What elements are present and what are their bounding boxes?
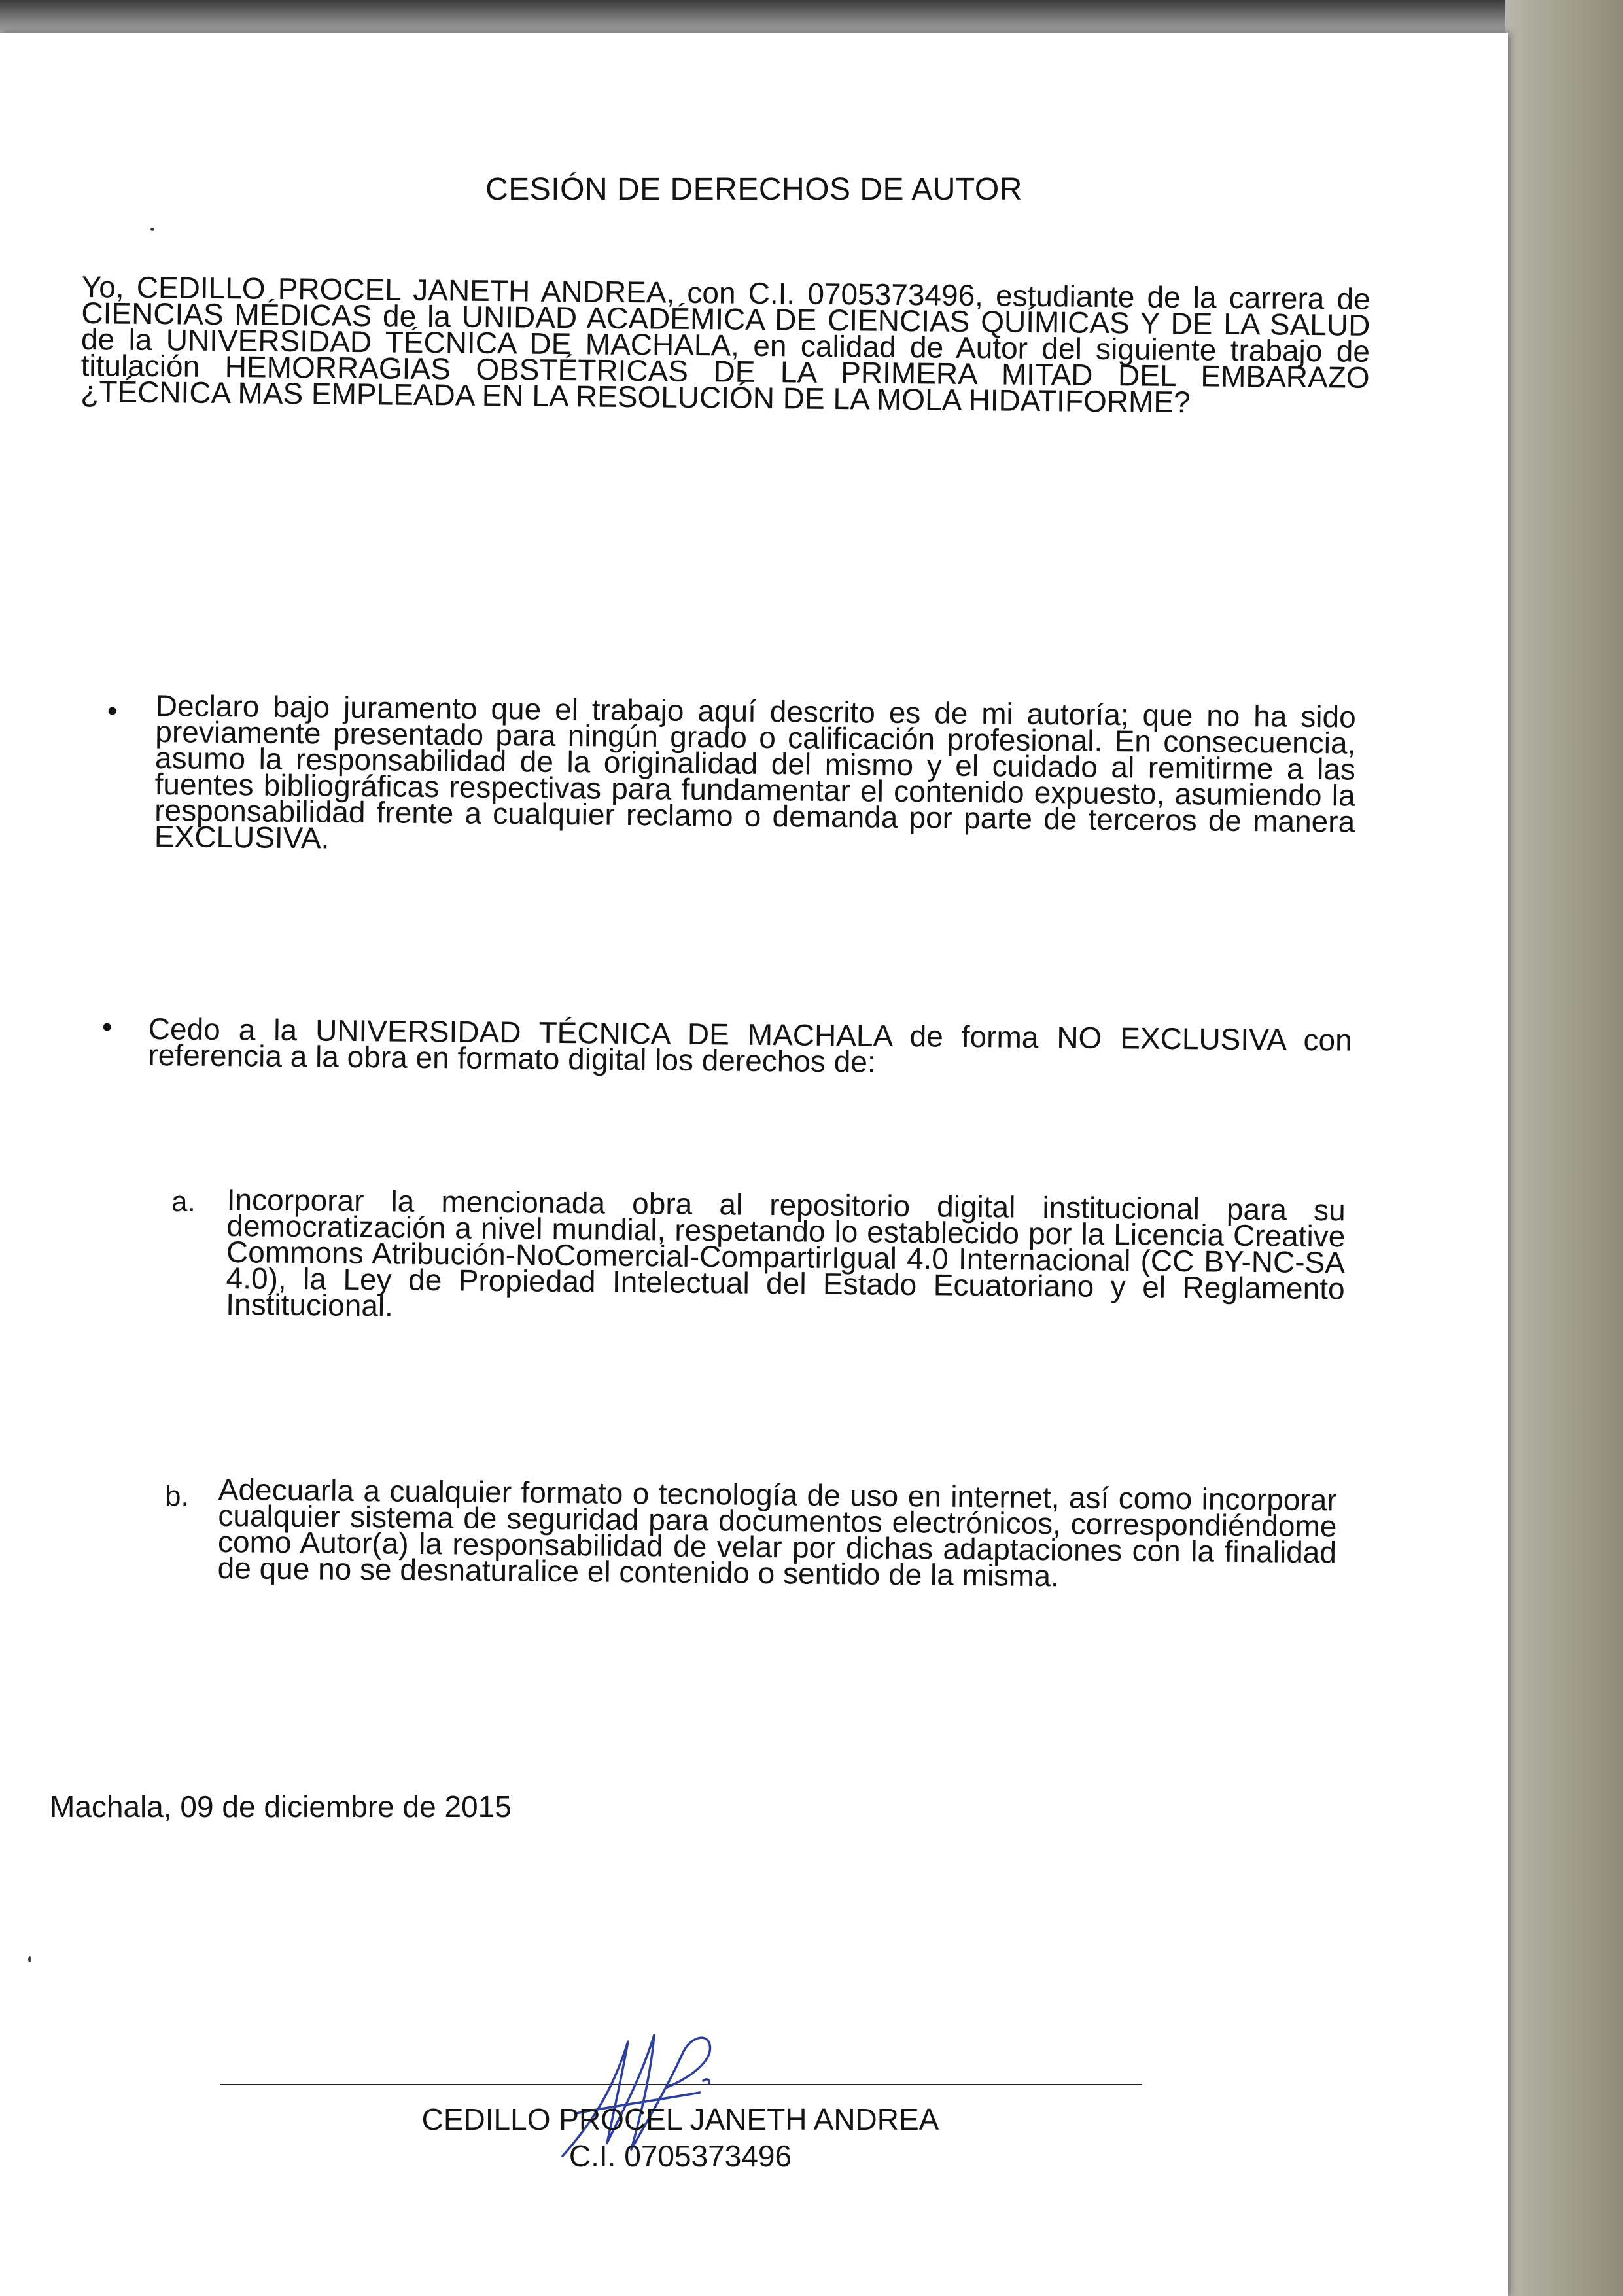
list-item-b: Adecuarla a cualquier formato o tecnología de uso en internet, así como incorporar cualquier sistema de seguridad para documentos electrónicos, correspondiéndome como Autor(a) la responsabilidad de velar por dichas adaptaciones con la finalidad de que no se desnaturalice el contenido o sentido de la misma. — [217, 1472, 1337, 1593]
list-letter-b: b. — [165, 1480, 189, 1512]
declaration-paragraph: Declaro bajo juramento que el trabajo aquí descrito es de mi autoría; que no ha sido previamente presentado para ningún grado o calificación profesional. En consecuencia, asumo la responsabilidad de la originalidad del mismo y el cuidado al remitirme a las fuentes bibliográficas respectivas para fundamentar el contenido expuesto, asumiendo la responsabilidad frente a cualquier reclamo o demanda por parte de terceros de manera EXCLUSIVA. — [154, 688, 1356, 855]
document-title: CESIÓN DE DERECHOS DE AUTOR — [485, 172, 1022, 207]
scan-background-edge — [1505, 0, 1623, 2296]
scan-speck — [150, 228, 154, 231]
list-letter-a: a. — [171, 1186, 196, 1218]
scan-speck — [28, 1956, 31, 1962]
cession-paragraph: Cedo a la UNIVERSIDAD TÉCNICA DE MACHALA de forma NO EXCLUSIVA con referencia a la obra en formato digital los derechos de: — [148, 1012, 1352, 1079]
list-item-a: Incorporar la mencionada obra al repositorio digital institucional para su democratización a nivel mundial, respetando lo establecido por la Licencia Creative Commons Atribución-NoComercial-CompartirIgual 4.0 Internacional (CC BY-NC-SA 4.0), la Ley de Propiedad Intelectual del Estado Ecuatoriano y el Reglamento Institucional. — [226, 1182, 1346, 1323]
place-date: Machala, 09 de diciembre de 2015 — [50, 1790, 512, 1824]
bullet-marker: • — [107, 695, 118, 727]
signer-id: C.I. 0705373496 — [568, 2139, 792, 2173]
intro-paragraph: Yo, CEDILLO PROCEL JANETH ANDREA, con C.I. 0705373496, estudiante de la carrera de CIENCIAS MÉDICAS de la UNIDAD ACADÉMICA DE CIENCIAS QUÍMICAS Y DE LA SALUD de la UNIVERSIDAD TÉCNICA DE MACHALA, en calidad de Autor del siguiente trabajo de titulación HEMORRAGIAS OBSTÉTRICAS DE LA PRIMERA MITAD DEL EMBARAZO ¿TÉCNICA MAS EMPLEADA EN LA RESOLUCIÓN DE LA MOLA HIDATIFORME? — [80, 270, 1370, 419]
signer-name: CEDILLO PROCEL JANETH ANDREA — [421, 2102, 939, 2136]
bullet-marker: • — [102, 1011, 113, 1043]
